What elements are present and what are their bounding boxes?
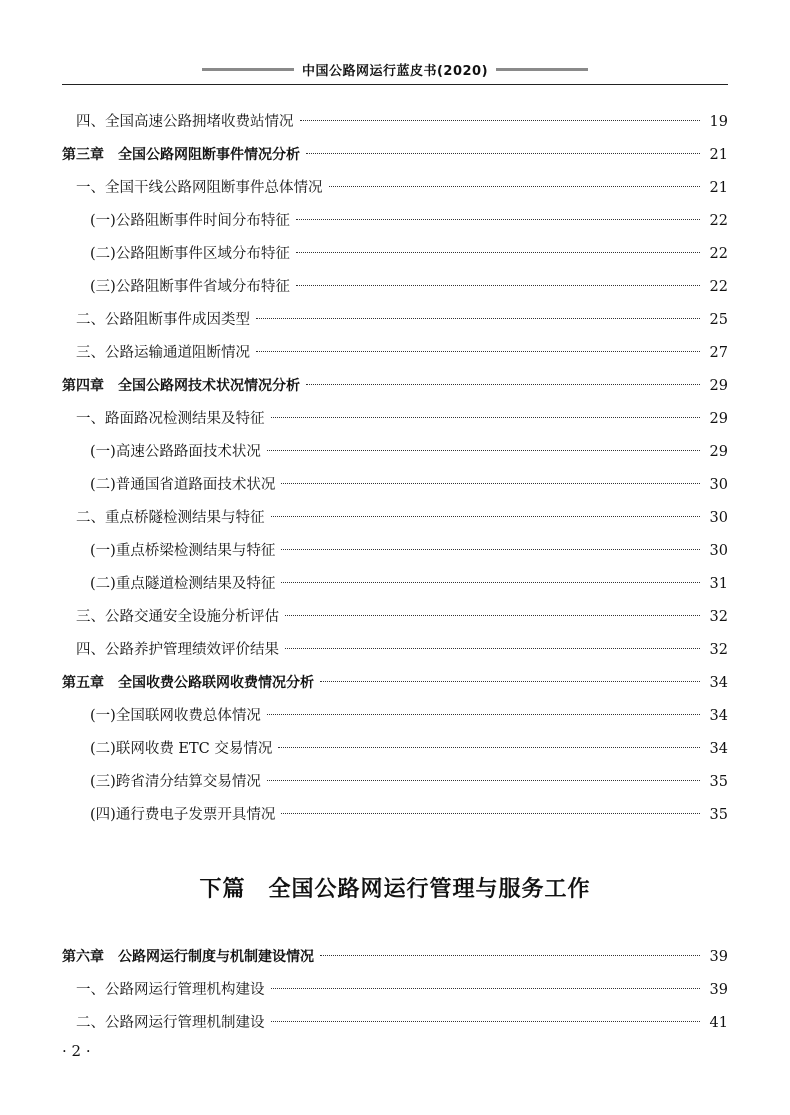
toc-entry-label: 一、全国干线公路网阻断事件总体情况 [76, 180, 323, 196]
toc-entry[interactable] [62, 766, 728, 799]
toc-entry[interactable] [62, 304, 728, 337]
toc-entry-page: 19 [709, 114, 728, 130]
toc-entry-page: 32 [709, 642, 728, 658]
toc-entry-page: 34 [709, 675, 728, 691]
toc-entry[interactable] [62, 337, 728, 370]
toc-entry-page: 22 [709, 279, 728, 295]
toc-entry-page: 21 [709, 147, 728, 163]
toc-entry-label: (一)全国联网收费总体情况 [90, 708, 261, 724]
toc-entry-page: 39 [709, 982, 728, 998]
toc-list-bottom [62, 941, 728, 1040]
dot-leader [329, 186, 701, 187]
toc-entry-page: 21 [709, 180, 728, 196]
toc-entry-label: 四、全国高速公路拥堵收费站情况 [76, 114, 294, 130]
toc-entry-label: 二、公路网运行管理机制建设 [76, 1015, 265, 1031]
toc-entry-label: 第五章 全国收费公路联网收费情况分析 [62, 675, 314, 691]
toc-entry-page: 35 [709, 774, 728, 790]
toc-chapter-entry[interactable] [62, 941, 728, 974]
toc-entry-label: (二)公路阻断事件区域分布特征 [90, 246, 290, 262]
toc-entry[interactable] [62, 974, 728, 1007]
header-rule-right [496, 68, 588, 71]
toc-entry-label: 二、重点桥隧检测结果与特征 [76, 510, 265, 526]
toc-entry[interactable] [62, 106, 728, 139]
toc-entry-page: 29 [709, 411, 728, 427]
toc-entry[interactable] [62, 436, 728, 469]
toc-entry-page: 29 [709, 378, 728, 394]
toc-entry-page: 31 [709, 576, 728, 592]
dot-leader [306, 153, 700, 154]
toc-entry-page: 27 [709, 345, 728, 361]
dot-leader [281, 549, 700, 550]
toc-entry[interactable] [62, 205, 728, 238]
part-heading: 下篇 全国公路网运行管理与服务工作 [199, 876, 591, 902]
dot-leader [267, 450, 700, 451]
toc-entry-label: (三)跨省清分结算交易情况 [90, 774, 261, 790]
toc-entry-page: 30 [709, 543, 728, 559]
dot-leader [271, 988, 701, 989]
dot-leader [256, 318, 700, 319]
dot-leader [271, 1021, 701, 1022]
running-header [0, 60, 790, 79]
toc-entry-label: (二)普通国省道路面技术状况 [90, 477, 276, 493]
toc-entry-page: 29 [709, 444, 728, 460]
toc-entry-page: 35 [709, 807, 728, 823]
toc-chapter-entry[interactable] [62, 667, 728, 700]
toc-entry-label: 第三章 全国公路网阻断事件情况分析 [62, 147, 300, 163]
toc-entry-label: 四、公路养护管理绩效评价结果 [76, 642, 279, 658]
toc-entry[interactable] [62, 535, 728, 568]
toc-list-top [62, 106, 728, 832]
toc-chapter-entry[interactable] [62, 370, 728, 403]
dot-leader [278, 747, 700, 748]
dot-leader [285, 615, 700, 616]
toc-entry-label: 二、公路阻断事件成因类型 [76, 312, 250, 328]
toc-entry[interactable] [62, 601, 728, 634]
toc-entry-label: 第六章 公路网运行制度与机制建设情况 [62, 949, 314, 965]
toc-entry-page: 34 [709, 708, 728, 724]
toc-entry[interactable] [62, 568, 728, 601]
dot-leader [281, 582, 700, 583]
toc-entry[interactable] [62, 700, 728, 733]
toc-entry-page: 32 [709, 609, 728, 625]
toc-chapter-entry[interactable] [62, 139, 728, 172]
dot-leader [267, 714, 700, 715]
toc-entry[interactable] [62, 799, 728, 832]
toc-entry-label: 三、公路交通安全设施分析评估 [76, 609, 279, 625]
dot-leader [285, 648, 700, 649]
toc-entry[interactable] [62, 271, 728, 304]
toc-entry-label: 三、公路运输通道阻断情况 [76, 345, 250, 361]
toc-entry-label: (三)公路阻断事件省域分布特征 [90, 279, 290, 295]
toc-entry-label: (二)重点隧道检测结果及特征 [90, 576, 276, 592]
toc-entry-page: 34 [709, 741, 728, 757]
toc-entry-label: (二)联网收费 ETC 交易情况 [90, 741, 273, 757]
dot-leader [296, 219, 700, 220]
toc-entry-page: 39 [709, 949, 728, 965]
dot-leader [281, 813, 700, 814]
toc-entry[interactable] [62, 172, 728, 205]
toc-entry-label: (一)重点桥梁检测结果与特征 [90, 543, 276, 559]
toc-entry-label: (一)公路阻断事件时间分布特征 [90, 213, 290, 229]
toc-entry[interactable] [62, 733, 728, 766]
toc-entry[interactable] [62, 403, 728, 436]
toc-entry[interactable] [62, 1007, 728, 1040]
toc-entry-label: 一、公路网运行管理机构建设 [76, 982, 265, 998]
dot-leader [296, 285, 700, 286]
toc-entry-page: 30 [709, 477, 728, 493]
toc-entry-page: 22 [709, 213, 728, 229]
toc-entry-label: 一、路面路况检测结果及特征 [76, 411, 265, 427]
toc-entry[interactable] [62, 238, 728, 271]
toc-entry-page: 25 [709, 312, 728, 328]
header-divider [62, 84, 728, 85]
dot-leader [296, 252, 700, 253]
dot-leader [300, 120, 701, 121]
dot-leader [271, 516, 701, 517]
toc-entry-page: 41 [709, 1015, 728, 1031]
toc-entry-page: 22 [709, 246, 728, 262]
toc-entry-label: 第四章 全国公路网技术状况情况分析 [62, 378, 300, 394]
toc-entry-page: 30 [709, 510, 728, 526]
dot-leader [306, 384, 700, 385]
toc-entry[interactable] [62, 502, 728, 535]
header-rule-left [202, 68, 294, 71]
dot-leader [271, 417, 701, 418]
page-number: · 2 · [62, 1042, 91, 1060]
header-title: 中国公路网运行蓝皮书(2020) [301, 64, 489, 79]
dot-leader [281, 483, 700, 484]
dot-leader [320, 955, 700, 956]
toc-entry[interactable] [62, 634, 728, 667]
dot-leader [267, 780, 700, 781]
dot-leader [320, 681, 700, 682]
dot-leader [256, 351, 700, 352]
toc-entry[interactable] [62, 469, 728, 502]
toc-entry-label: (四)通行费电子发票开具情况 [90, 807, 276, 823]
toc-entry-label: (一)高速公路路面技术状况 [90, 444, 261, 460]
